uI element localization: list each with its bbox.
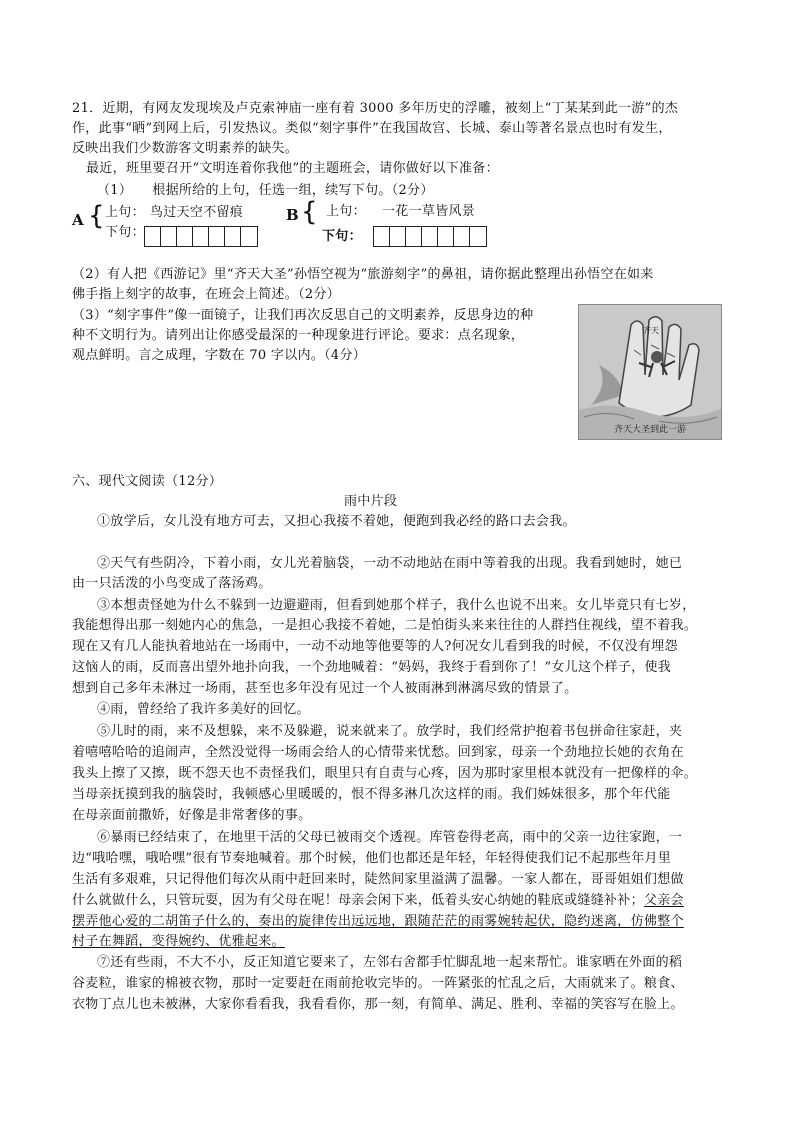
para-3-line-3: 现在又有几人能执着地站在一场雨中，一动不动地等他要等的人?何况女儿看到我的时候，不仅没有埋怨 (72, 639, 678, 654)
brace-b-icon: { (301, 197, 318, 227)
q21-part3-line-3: 观点鲜明。言之成理，字数在 70 字以内。（4分） (72, 348, 367, 363)
para-6-line-4 (72, 891, 684, 911)
group-b-label: B (286, 206, 299, 224)
group-a-upper-text: 鸟过天空不留痕 (150, 205, 244, 220)
para-5-line-3: 我头上擦了又擦，既不怨天也不责怪我们，眼里只有自责与心疼，因为那时家里根本就没有一把像样的伞。 (72, 766, 698, 781)
q21-part2-line-1: （2）有人把《西游记》里“齐天大圣”孙悟空视为“旅游刻字”的鼻祖，请你据此整理出孙悟空在如来 (72, 267, 654, 282)
article-title: 雨中片段 (344, 494, 398, 509)
section6-heading: 六、现代文阅读（12分） (72, 474, 223, 489)
image-caption: 齐天大圣到此一游 (613, 425, 686, 435)
group-b-answer-boxes[interactable] (373, 226, 487, 247)
para-6-line-3: 生活有多艰难，只记得他们每次从雨中赶回来时，陡然间家里溢满了温馨。一家人都在，哥哥姐姐们想做 (72, 872, 684, 887)
para-4: ④雨，曾经给了我许多美好的回忆。 (97, 702, 310, 717)
para-5-line-5: 在母亲面前撒娇，好像是非常奢侈的事。 (72, 808, 312, 823)
q21-part2-line-2: 佛手指上刻字的故事，在班会上简述。（2分） (72, 287, 341, 302)
para-5-line-4: 当母亲抚摸到我的脑袋时，我顿感心里暖暖的，恨不得多淋几次这样的雨。我们姊妹很多，那个年代能 (72, 787, 671, 802)
group-a-upper-label: 上句： (105, 205, 145, 220)
image-stamp-text: 齐天 (643, 326, 659, 335)
para-6-line-4-text: 什么就做什么，只管玩耍，因为有父母在呢！母亲会闲下来，低着头安心纳她的鞋底或缝缝补补； (72, 893, 644, 908)
q21-part3-line-1: （3）“刻字事件”像一面镜子，让我们再次反思自己的文明素养，反思身边的种 (72, 308, 534, 323)
para-2-line-2: 由一只活泼的小鸟变成了落汤鸡。 (72, 576, 272, 591)
q21-part3-line-2: 种不文明行为。请列出让你感受最深的一种现象进行评论。要求：点名现象， (72, 328, 525, 343)
para-3-line-1: ③本想责怪她为什么不躲到一边避避雨，但看到她那个样子，我什么也说不出来。女儿毕竟只有七岁， (97, 598, 696, 613)
group-b-lower-label: 下句： (322, 229, 362, 244)
underlined-tail: 父亲会 (643, 893, 684, 908)
underlined-sentence-line-2: 村子在舞蹈，变得婉约、优雅起来。 (72, 934, 285, 949)
group-a-answer-boxes[interactable] (144, 226, 258, 247)
group-b-upper-text: 一花一草皆风景 (382, 204, 476, 219)
para-7-line-1: ⑦还有些雨，不大不小，反正知道它要来了，左邻右舍都手忙脚乱地一起来帮忙。谁家晒在外面的稻 (97, 955, 683, 970)
para-3-line-5: 想到自己多年未淋过一场雨，甚至也多年没有见过一个人被雨淋到淋漓尽致的情景了。 (72, 681, 578, 696)
q21-intro-line-4: 最近，班里要召开“文明连着你我他”的主题班会，请你做好以下准备： (86, 161, 499, 176)
para-5-line-1: ⑤儿时的雨，来不及想躲，来不及躲避，说来就来了。放学时，我们经常护抱着书包拼命往家赶，夹 (97, 724, 683, 739)
group-a-lower-label: 下句： (105, 225, 145, 240)
brace-a-icon: { (88, 201, 105, 231)
para-7-line-2: 谷麦粒，谁家的棉被衣物，那时一定要赶在雨前抢收完毕的。一阵紧张的忙乱之后，大雨就来了。粮食、 (72, 976, 684, 991)
para-3-line-2: 我能想得出那一刻她内心的焦急，一是担心我接不着她，二是怕街头来来往往的人群挡住视线，望不着我。 (72, 618, 698, 633)
q21-intro-line-1: 21．近期，有网友发现埃及卢克索神庙一座有着 3000 多年历史的浮雕，被刻上“丁某某到此一游”的杰 (72, 101, 679, 116)
para-5-line-2: 着嘻嘻哈哈的追闹声，全然没觉得一场雨会给人的心情带来忧愁。回到家，母亲一个劲地拉长她的衣角在 (72, 745, 684, 760)
para-2-line-1: ②天气有些阴冷，下着小雨，女儿光着脑袋，一动不动地站在雨中等着我的出现。我看到她时，她已 (97, 556, 683, 571)
para-6-line-2: 边“哦哈嘿，哦哈嘿”很有节奏地喊着。那个时候，他们也都还是年轻，年轻得使我们记不起那些年月里 (72, 851, 672, 866)
group-a-label: A (72, 211, 84, 229)
para-7-line-3: 衣物丁点儿也未被淋，大家你看看我，我看看你，那一刻，有简单、满足、胜利、幸福的笑容写在脸上。 (72, 997, 684, 1012)
underlined-sentence-line-1: 摆弄他心爱的二胡笛子什么的，奏出的旋律传出远远地，跟随茫茫的雨雾婉转起伏，隐约迷离，仿佛整个 (72, 914, 684, 929)
para-1: ①放学后，女儿没有地方可去，又担心我接不着她，便跑到我必经的路口去会我。 (97, 514, 576, 529)
q21-part1-prompt: （1） 根据所给的上句，任选一组，续写下句。（2分） (97, 183, 434, 198)
monkey-king-illustration (578, 304, 722, 440)
group-b-upper-label: 上句： (326, 204, 366, 219)
q21-intro-line-3: 反映出我们少数游客文明素养的缺失。 (72, 141, 299, 156)
q21-intro-line-2: 作，此事“晒”到网上后，引发热议。类似“刻字事件”在我国故宫、长城、泰山等著名景点也时有发生， (72, 121, 672, 136)
para-6-line-1: ⑥暴雨已经结束了，在地里干活的父母已被雨交个透视。库管卷得老高，雨中的父亲一边往家跑，一 (97, 830, 683, 845)
para-3-line-4: 这恼人的雨，反而喜出望外地扑向我，一个劲地喊着：“妈妈，我终于看到你了！”女儿这个样子，使我 (72, 660, 672, 675)
